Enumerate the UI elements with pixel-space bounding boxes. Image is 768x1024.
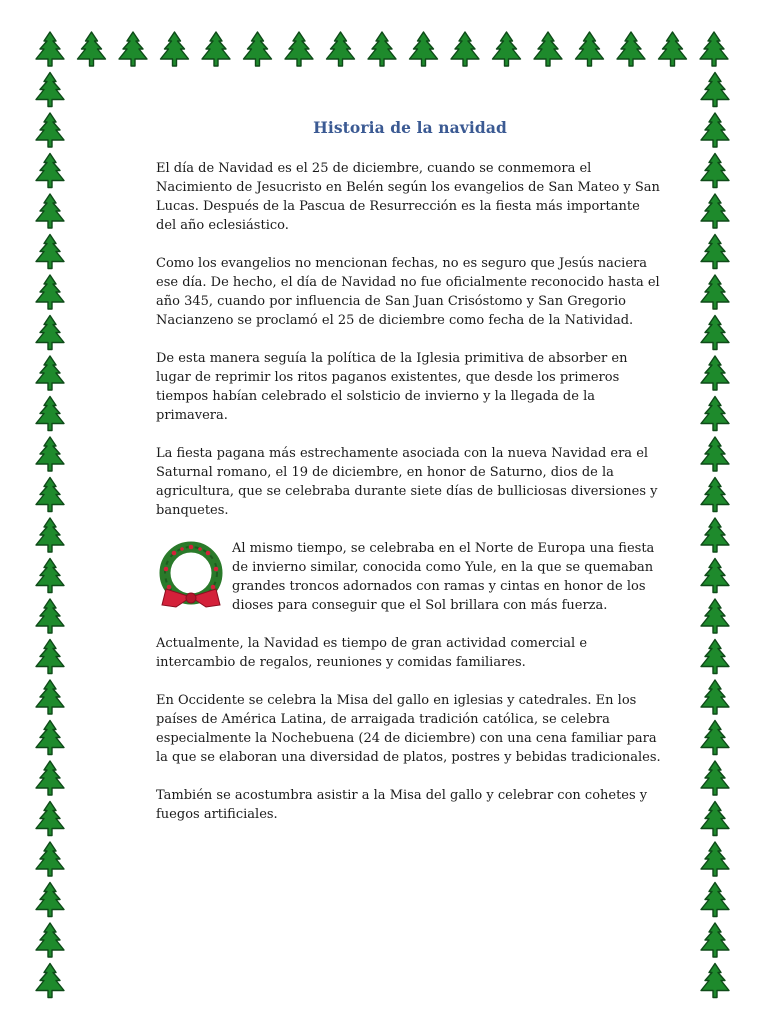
- christmas-tree-icon: [78, 32, 106, 66]
- christmas-tree-icon: [36, 964, 64, 998]
- christmas-tree-icon: [36, 356, 64, 390]
- christmas-tree-icon: [36, 599, 64, 633]
- christmas-tree-icon: [701, 761, 729, 795]
- christmas-tree-icon: [451, 32, 479, 66]
- christmas-tree-icon: [36, 518, 64, 552]
- christmas-tree-icon: [36, 194, 64, 228]
- christmas-tree-icon: [410, 32, 438, 66]
- christmas-tree-icon: [36, 842, 64, 876]
- christmas-tree-icon: [701, 680, 729, 714]
- christmas-tree-icon: [701, 640, 729, 674]
- christmas-tree-icon: [701, 73, 729, 107]
- document-title: Historia de la navidad: [313, 118, 507, 137]
- paragraph-2: Como los evangelios no mencionan fechas, no es seguro que Jesús naciera ese día. De hecho, el día de Navidad no fue oficialmente reconocido hasta el año 345, cuando por influencia de San Juan Crisóstomo y San Gregorio Nacianzeno se proclamó el 25 de diciembre como fecha de la Natividad.: [156, 256, 660, 328]
- christmas-tree-icon: [701, 478, 729, 512]
- christmas-tree-icon: [701, 518, 729, 552]
- christmas-tree-icon: [202, 32, 230, 66]
- paragraph-7: En Occidente se celebra la Misa del gallo en iglesias y catedrales. En los países de América Latina, de arraigada tradición católica, se celebra especialmente la Nochebuena (24 de diciembre) con una cena familiar para la que se elaboran una diversidad de platos, postres y bebidas tradicionales.: [156, 693, 661, 765]
- paragraph-8: También se acostumbra asistir a la Misa del gallo y celebrar con cohetes y fuegos artificiales.: [156, 788, 648, 822]
- christmas-tree-icon: [701, 113, 729, 147]
- christmas-tree-icon: [36, 316, 64, 350]
- christmas-tree-icon: [36, 640, 64, 674]
- christmas-tree-icon: [36, 154, 64, 188]
- christmas-tree-icon: [368, 32, 396, 66]
- christmas-wreath-icon: [156, 539, 226, 615]
- christmas-tree-icon: [701, 802, 729, 836]
- christmas-tree-icon: [534, 32, 562, 66]
- christmas-tree-icon: [36, 761, 64, 795]
- christmas-tree-icon: [36, 32, 64, 66]
- christmas-tree-icon: [36, 559, 64, 593]
- christmas-tree-icon: [493, 32, 521, 66]
- paragraph-5-block: [156, 539, 664, 634]
- christmas-tree-icon: [659, 32, 687, 66]
- christmas-tree-icon: [36, 397, 64, 431]
- christmas-tree-icon: [576, 32, 604, 66]
- christmas-tree-icon: [36, 73, 64, 107]
- christmas-tree-icon: [617, 32, 645, 66]
- christmas-tree-icon: [701, 559, 729, 593]
- paragraph-3: De esta manera seguía la política de la Iglesia primitiva de absorber en lugar de reprimir los ritos paganos existentes, que desde los primeros tiempos habían celebrado el solsticio de invierno y la llegada de la primavera.: [156, 351, 628, 423]
- christmas-tree-icon: [119, 32, 147, 66]
- christmas-tree-icon: [701, 721, 729, 755]
- christmas-tree-icon: [36, 275, 64, 309]
- christmas-tree-icon: [701, 964, 729, 998]
- christmas-tree-icon: [701, 235, 729, 269]
- christmas-tree-icon: [36, 802, 64, 836]
- christmas-tree-icon: [36, 923, 64, 957]
- christmas-tree-icon: [701, 842, 729, 876]
- document-body: [156, 118, 664, 843]
- paragraph-1: El día de Navidad es el 25 de diciembre, cuando se conmemora el Nacimiento de Jesucristo en Belén según los evangelios de San Mateo y San Lucas. Después de la Pascua de Resurrección es la fiesta más importante del año eclesiástico.: [156, 161, 660, 233]
- christmas-tree-icon: [701, 275, 729, 309]
- christmas-tree-icon: [36, 883, 64, 917]
- paragraph-4: La fiesta pagana más estrechamente asociada con la nueva Navidad era el Saturnal romano, el 19 de diciembre, en honor de Saturno, dios de la agricultura, que se celebraba durante siete días de bulliciosas diversiones y banquetes.: [156, 446, 658, 518]
- christmas-tree-icon: [701, 356, 729, 390]
- christmas-tree-icon: [244, 32, 272, 66]
- christmas-tree-icon: [701, 923, 729, 957]
- christmas-tree-icon: [161, 32, 189, 66]
- christmas-tree-icon: [36, 680, 64, 714]
- christmas-tree-icon: [285, 32, 313, 66]
- christmas-tree-icon: [36, 478, 64, 512]
- christmas-tree-icon: [36, 235, 64, 269]
- christmas-tree-icon: [701, 316, 729, 350]
- christmas-tree-icon: [701, 194, 729, 228]
- christmas-tree-icon: [36, 437, 64, 471]
- christmas-tree-icon: [701, 437, 729, 471]
- christmas-tree-icon: [36, 721, 64, 755]
- paragraph-6: Actualmente, la Navidad es tiempo de gran actividad comercial e intercambio de regalos, reuniones y comidas familiares.: [156, 636, 588, 670]
- christmas-tree-icon: [701, 599, 729, 633]
- christmas-tree-icon: [701, 883, 729, 917]
- paragraph-5: Al mismo tiempo, se celebraba en el Norte de Europa una fiesta de invierno similar, conocida como Yule, en la que se quemaban grandes troncos adornados con ramas y cintas en honor de los dioses para conseguir que el Sol brillara con más fuerza.: [232, 541, 655, 613]
- christmas-tree-icon: [700, 32, 728, 66]
- christmas-tree-icon: [36, 113, 64, 147]
- christmas-tree-icon: [701, 397, 729, 431]
- christmas-tree-icon: [327, 32, 355, 66]
- christmas-tree-icon: [701, 154, 729, 188]
